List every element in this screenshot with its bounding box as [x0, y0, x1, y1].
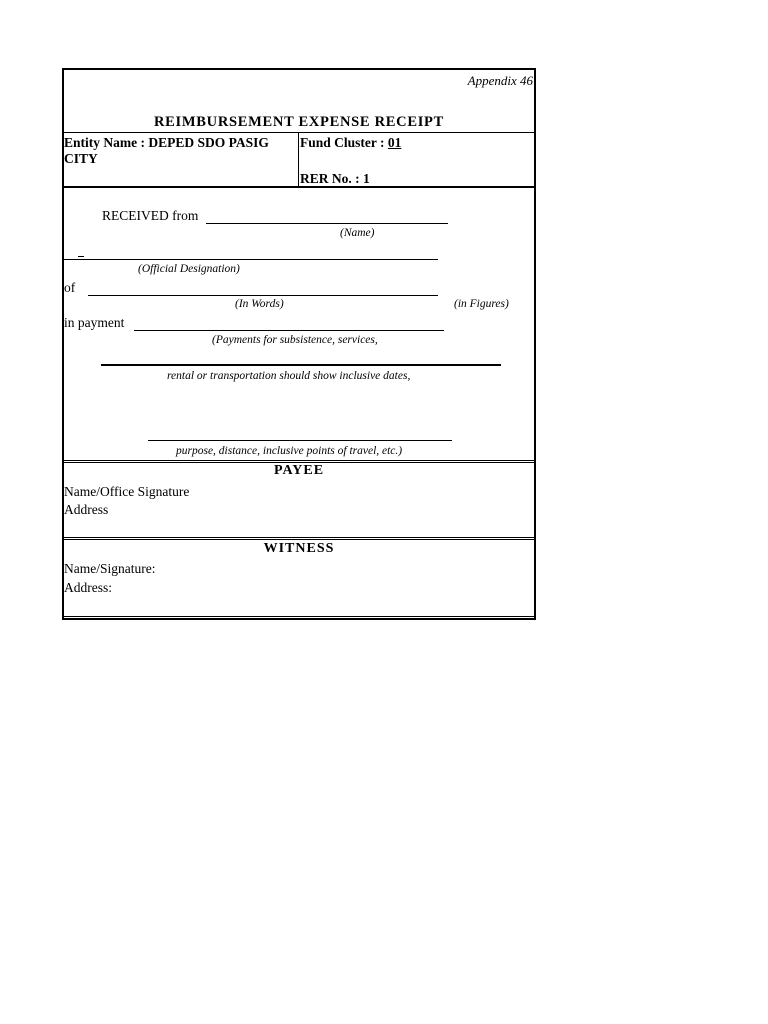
- fund-cluster: [300, 135, 401, 151]
- purpose-line: [148, 440, 452, 441]
- of-label: of: [64, 280, 76, 295]
- entity-name-value: DEPED SDO PASIG: [148, 135, 269, 150]
- appendix-label: Appendix 46: [467, 73, 533, 88]
- received-from-label: RECEIVED from: [102, 208, 199, 223]
- witness-address-label: Address:: [64, 580, 112, 595]
- fund-cluster-value: 01: [387, 135, 402, 150]
- divider-bottom-inner: [64, 616, 534, 617]
- divider-witness-top: [64, 537, 534, 538]
- divider-header: [64, 132, 534, 133]
- in-payment-label: in payment: [64, 315, 125, 330]
- name-caption: (Name): [340, 227, 375, 239]
- witness-heading: WITNESS: [263, 541, 335, 556]
- payment-line-2: [101, 364, 501, 366]
- amount-line: [88, 295, 438, 296]
- in-figures-caption: (in Figures): [454, 298, 509, 310]
- fund-cluster-label: Fund Cluster :: [300, 135, 385, 150]
- witness-name-label: Name/Signature:: [64, 561, 156, 576]
- payee-heading: PAYEE: [273, 463, 325, 478]
- designation-line: [64, 259, 438, 260]
- designation-caption: (Official Designation): [138, 263, 240, 275]
- rer-number-value: 1: [363, 171, 370, 186]
- payment-line: [134, 330, 444, 331]
- designation-line-short: [78, 256, 84, 257]
- payee-address-label: Address: [64, 502, 109, 517]
- name-line: [206, 223, 448, 224]
- entity-name-value-cont: CITY: [64, 151, 98, 166]
- reimbursement-receipt-form: [62, 68, 536, 620]
- purpose-caption: purpose, distance, inclusive points of travel, etc.): [176, 445, 403, 457]
- divider-payee-top: [64, 460, 534, 461]
- rental-caption: rental or transportation should show inclusive dates,: [167, 370, 411, 382]
- payee-name-label: Name/Office Signature: [64, 484, 190, 499]
- divider-vertical: [298, 132, 299, 186]
- rer-number: [300, 171, 370, 187]
- rer-number-label: RER No. :: [300, 171, 360, 186]
- divider-entity: [64, 186, 534, 188]
- form-title: REIMBURSEMENT EXPENSE RECEIPT: [154, 114, 444, 130]
- in-words-caption: (In Words): [235, 298, 284, 310]
- divider-witness-top-2: [64, 539, 534, 540]
- entity-name: [64, 135, 269, 167]
- payments-caption: (Payments for subsistence, services,: [212, 334, 378, 346]
- entity-name-label: Entity Name :: [64, 135, 145, 150]
